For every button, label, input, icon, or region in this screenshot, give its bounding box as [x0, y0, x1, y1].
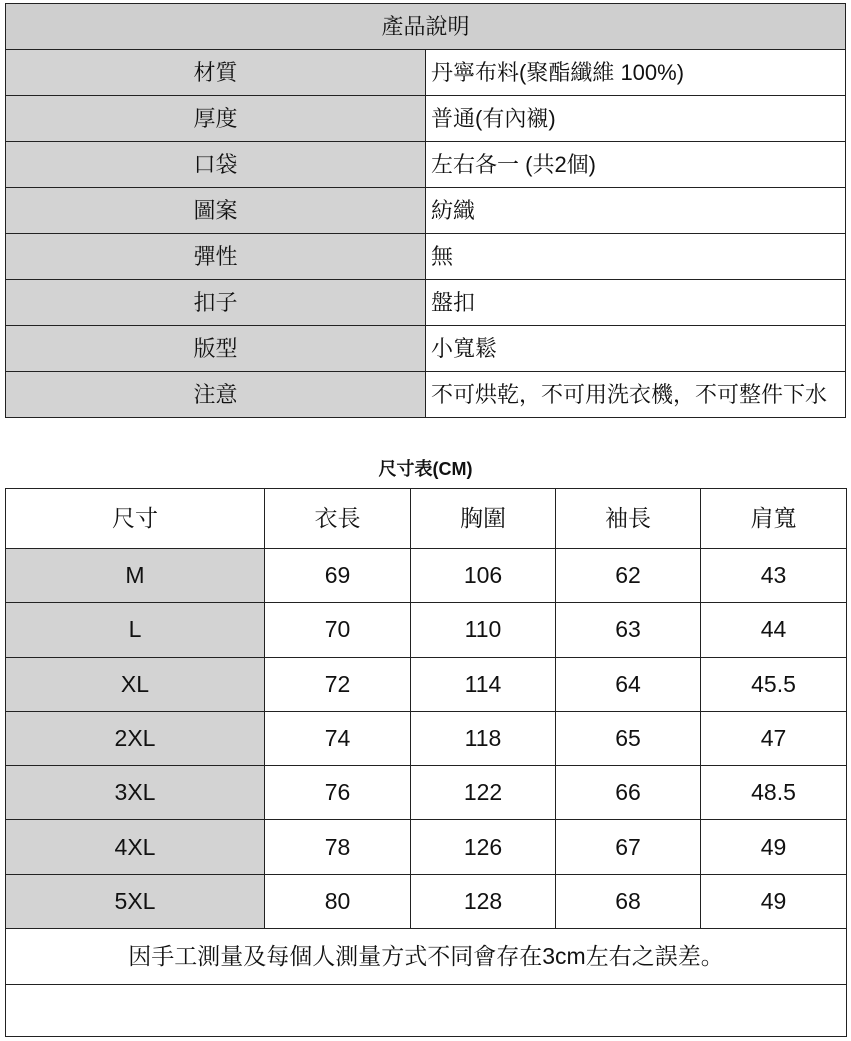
sleeve-cell: 64 — [556, 657, 701, 711]
product-info-row — [6, 372, 846, 418]
info-value-pocket: 左右各一 (共2個) — [426, 142, 846, 188]
info-value-elasticity: 無 — [426, 234, 846, 280]
sleeve-cell: 62 — [556, 549, 701, 603]
header-length: 衣長 — [265, 489, 411, 549]
info-value-buttons: 盤扣 — [426, 280, 846, 326]
size-chart-blank-row — [6, 985, 847, 1037]
header-shoulder: 肩寬 — [701, 489, 847, 549]
sleeve-cell: 68 — [556, 874, 701, 928]
length-cell: 74 — [265, 711, 411, 765]
table-row — [6, 766, 847, 820]
product-info-table — [5, 3, 846, 418]
chest-cell: 128 — [411, 874, 556, 928]
info-label-elasticity: 彈性 — [6, 234, 426, 280]
product-info-title-row — [6, 4, 846, 50]
sleeve-cell: 65 — [556, 711, 701, 765]
size-cell: M — [6, 549, 265, 603]
size-cell: L — [6, 603, 265, 657]
length-cell: 69 — [265, 549, 411, 603]
chest-cell: 114 — [411, 657, 556, 711]
info-label-caution: 注意 — [6, 372, 426, 418]
header-size: 尺寸 — [6, 489, 265, 549]
size-cell: 2XL — [6, 711, 265, 765]
info-label-fit: 版型 — [6, 326, 426, 372]
product-info-row — [6, 280, 846, 326]
product-info-row — [6, 142, 846, 188]
sleeve-cell: 66 — [556, 766, 701, 820]
size-chart-title: 尺寸表(CM) — [378, 459, 473, 479]
table-row — [6, 657, 847, 711]
table-row — [6, 603, 847, 657]
blank-cell — [6, 985, 847, 1037]
table-row — [6, 549, 847, 603]
info-value-pattern: 紡織 — [426, 188, 846, 234]
info-label-pattern: 圖案 — [6, 188, 426, 234]
product-info-row — [6, 50, 846, 96]
table-row — [6, 711, 847, 765]
measurement-note: 因手工測量及每個人測量方式不同會存在3cm左右之誤差。 — [6, 929, 847, 985]
product-info-row — [6, 326, 846, 372]
info-value-caution: 不可烘乾，不可用洗衣機，不可整件下水 — [426, 372, 846, 418]
info-value-thickness: 普通(有內襯) — [426, 96, 846, 142]
size-cell: 3XL — [6, 766, 265, 820]
shoulder-cell: 45.5 — [701, 657, 847, 711]
length-cell: 72 — [265, 657, 411, 711]
info-label-buttons: 扣子 — [6, 280, 426, 326]
chest-cell: 126 — [411, 820, 556, 874]
size-chart-note-row — [6, 929, 847, 985]
product-info-row — [6, 96, 846, 142]
chest-cell: 118 — [411, 711, 556, 765]
info-label-pocket: 口袋 — [6, 142, 426, 188]
length-cell: 70 — [265, 603, 411, 657]
chest-cell: 106 — [411, 549, 556, 603]
product-info-title: 產品說明 — [6, 4, 846, 50]
product-info-row — [6, 234, 846, 280]
shoulder-cell: 44 — [701, 603, 847, 657]
shoulder-cell: 43 — [701, 549, 847, 603]
product-info-row — [6, 188, 846, 234]
shoulder-cell: 47 — [701, 711, 847, 765]
shoulder-cell: 49 — [701, 820, 847, 874]
size-cell: 4XL — [6, 820, 265, 874]
header-sleeve: 袖長 — [556, 489, 701, 549]
shoulder-cell: 49 — [701, 874, 847, 928]
size-cell: XL — [6, 657, 265, 711]
length-cell: 80 — [265, 874, 411, 928]
length-cell: 76 — [265, 766, 411, 820]
size-chart-table — [5, 488, 847, 1037]
shoulder-cell: 48.5 — [701, 766, 847, 820]
chest-cell: 122 — [411, 766, 556, 820]
table-row — [6, 820, 847, 874]
info-label-material: 材質 — [6, 50, 426, 96]
info-value-material: 丹寧布料(聚酯纖維 100%) — [426, 50, 846, 96]
header-chest: 胸圍 — [411, 489, 556, 549]
size-chart-header-row — [6, 489, 847, 549]
length-cell: 78 — [265, 820, 411, 874]
sleeve-cell: 67 — [556, 820, 701, 874]
size-cell: 5XL — [6, 874, 265, 928]
sleeve-cell: 63 — [556, 603, 701, 657]
info-label-thickness: 厚度 — [6, 96, 426, 142]
table-row — [6, 874, 847, 928]
chest-cell: 110 — [411, 603, 556, 657]
info-value-fit: 小寬鬆 — [426, 326, 846, 372]
